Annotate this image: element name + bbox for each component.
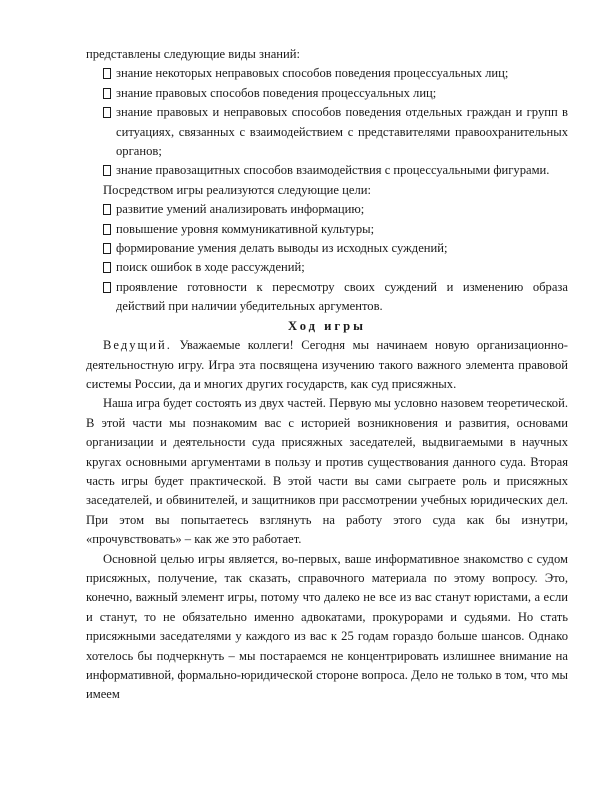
- goals-intro: Посредством игры реализуются следующие цели:: [103, 182, 372, 197]
- list-item-text: знание некоторых неправовых способов поведения процессуальных лиц;: [116, 66, 509, 81]
- bullet-box-icon: [103, 88, 111, 99]
- knowledge-list: [86, 64, 568, 180]
- section-heading: Ход игры: [288, 318, 366, 333]
- bullet-box-icon: [103, 282, 111, 293]
- list-item: [86, 258, 568, 277]
- list-item-text: знание правовых способов поведения процессуальных лиц;: [116, 85, 437, 100]
- bullet-box-icon: [103, 243, 111, 254]
- list-item: [86, 161, 568, 180]
- bullet-box-icon: [103, 204, 111, 215]
- bullet-box-icon: [103, 224, 111, 235]
- list-item-text: поиск ошибок в ходе рассуждений;: [116, 260, 305, 275]
- list-item-text: формирование умения делать выводы из исходных суждений;: [116, 241, 448, 256]
- list-item: [86, 278, 568, 317]
- list-item: [86, 84, 568, 103]
- list-item: [86, 200, 568, 219]
- list-item-text: проявление готовности к пересмотру своих суждений и изменению образа действий при наличии убедительных аргументов.: [116, 279, 568, 314]
- list-item: [86, 103, 568, 161]
- document-body: [86, 45, 568, 705]
- list-item-text: повышение уровня коммуникативной культуры;: [116, 221, 375, 236]
- bullet-box-icon: [103, 107, 111, 118]
- speaker-label: Ведущий.: [103, 338, 172, 353]
- intro-line: представлены следующие виды знаний:: [86, 47, 301, 61]
- paragraph-1-text: Уважаемые коллеги! Сегодня мы начинаем новую организационно-деятельностную игру. Игра эта посвящена изучению такого важного элемента правовой системы России, да и многих других государств, как суд присяжных.: [86, 338, 568, 391]
- list-item-text: развитие умений анализировать информацию;: [116, 202, 365, 217]
- list-item-text: знание правозащитных способов взаимодействия с процессуальными фигурами.: [116, 163, 550, 178]
- list-item: [86, 239, 568, 258]
- list-item: [86, 220, 568, 239]
- bullet-box-icon: [103, 165, 111, 176]
- paragraph-2: Наша игра будет состоять из двух частей. Первую мы условно назовем теоретической. В этой части мы познакомим вас с историей возникновения и развития, основами организации и деятельности суда присяжных заседателей, выдвигаемыми в научных кругах основными аргументами в пользу и против существования данного суда. Вторая часть игры будет практической. В этой части вы сами сыграете роль и присяжных заседателей, и обвинителей, и защитников при рассмотрении учебных юридических дел. При этом вы попытаетесь взглянуть на работу этого суда как бы изнутри, «прочувствовать» – как же это работает.: [86, 396, 568, 547]
- goals-list: [86, 200, 568, 316]
- bullet-box-icon: [103, 68, 111, 79]
- list-item: [86, 64, 568, 83]
- bullet-box-icon: [103, 262, 111, 273]
- list-item-text: знание правовых и неправовых способов поведения отдельных граждан и групп в ситуациях, связанных с взаимодействием с представителями правоохранительных органов;: [116, 105, 568, 159]
- paragraph-1: [86, 336, 568, 394]
- paragraph-3: Основной целью игры является, во-первых, ваше информативное знакомство с судом присяжных, получение, так сказать, справочного материала по этому вопросу. Это, конечно, важный элемент игры, потому что далеко не все из вас станут юристами, а если и станут, то не обязательно именно адвокатами, прокурорами и судьями. Но стать присяжными заседателями у каждого из вас к 25 годам гораздо больше шансов. Однако хотелось бы подчеркнуть – мы постараемся не концентрировать излишнее внимание на информативной, формально-юридической стороне вопроса. Дело не только в том, что мы имеем: [86, 551, 568, 702]
